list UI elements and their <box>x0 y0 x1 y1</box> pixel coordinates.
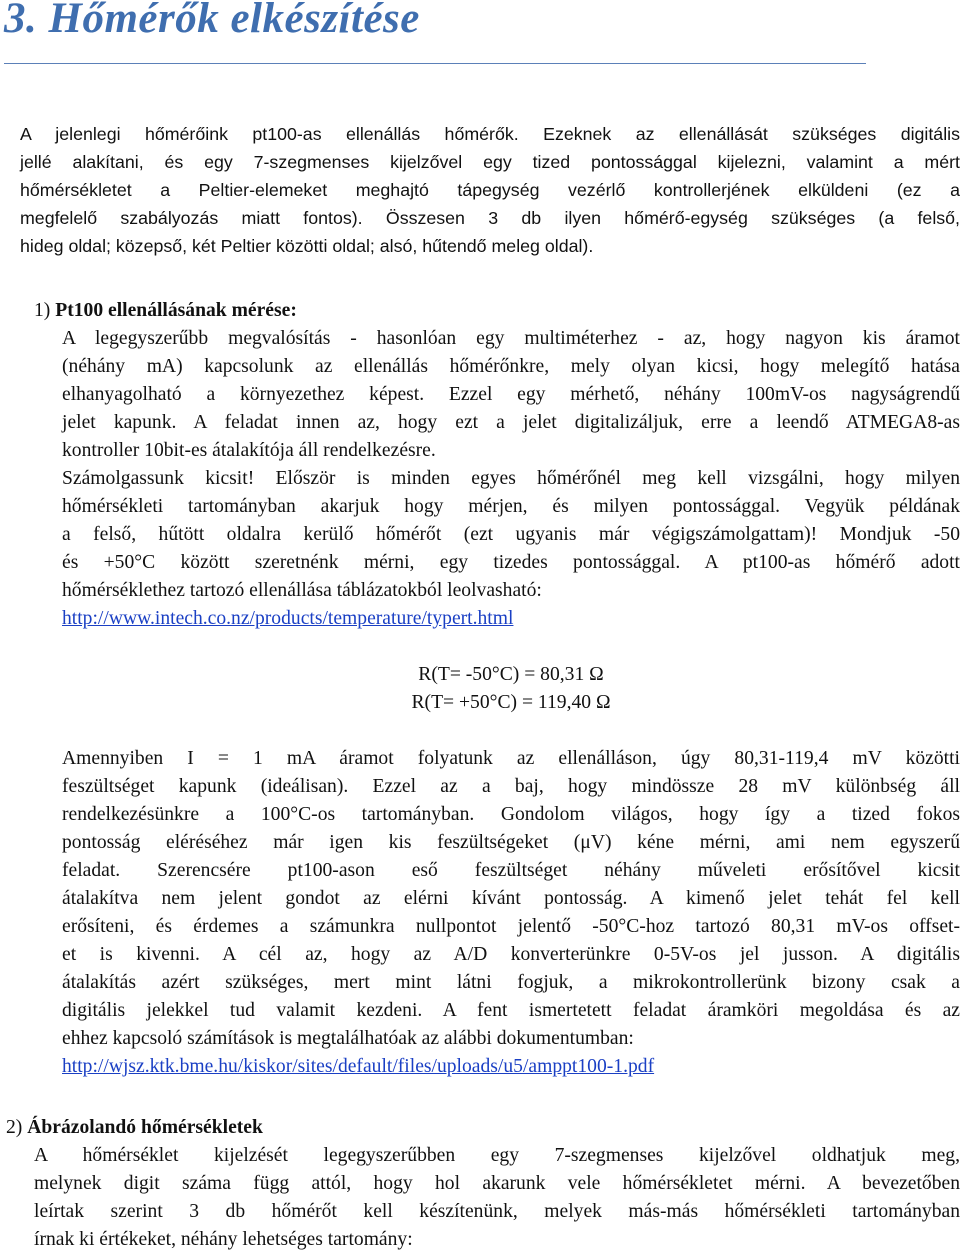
intro-line: megfelelő szabályozás miatt fontos). Összesen 3 db ilyen hőmérő-egység szükséges (a felső, <box>20 208 960 228</box>
paragraph-line: leírtak szerint 3 db hőmérőt kell készítenünk, melyek más-más hőmérsékleti tartományban <box>34 1201 960 1222</box>
formula-high: R(T= +50°C) = 119,40 Ω <box>411 692 611 713</box>
intro-line: A jelenlegi hőmérőink pt100-as ellenállás hőmérők. Ezeknek az ellenállását szükséges digitális <box>20 124 960 144</box>
section2-title: Ábrázolandó hőmérsékletek <box>27 1117 263 1138</box>
intro-line: hideg oldal; közepső, két Peltier közötti oldal; alsó, hűtendő meleg oldal). <box>20 236 594 256</box>
intro-paragraph <box>20 120 960 260</box>
paragraph-line: elhanyagolható a környezethez képest. Ezzel egy mérhető, néhány 100mV-os nagyságrendű <box>62 384 960 405</box>
section1-paragraph1 <box>62 325 960 633</box>
paragraph-line: a felső, hűtött oldalra kerülő hőmérőt (ezt ugyanis már végigszámolgattam)! Mondjuk -50 <box>62 524 960 545</box>
section1-paragraph2 <box>62 745 960 1081</box>
section1-heading <box>34 297 297 325</box>
paragraph-line: (néhány mA) kapcsolunk az ellenállás hőmérőnkre, mely olyan kicsi, hogy melegítő hatása <box>62 356 960 377</box>
section2-number: 2) <box>6 1117 23 1138</box>
intro-line: jellé alakítani, és egy 7-szegmenses kijelzővel egy tized pontossággal kijelezni, valamint a mért <box>20 152 960 172</box>
paragraph-line: Amennyiben I = 1 mA áramot folyatunk az ellenálláson, úgy 80,31-119,4 mV közötti <box>62 748 960 769</box>
paragraph-line: feladat. Szerencsére pt100-ason eső feszültséget néhány műveleti erősítővel kicsit <box>62 860 960 881</box>
paragraph-line: feszültséget kapunk (ideálisan). Ezzel az a baj, hogy mindössze 28 mV különbség áll <box>62 776 960 797</box>
intro-line: hőmérsékletet a Peltier-elemeket meghajtó tápegység vezérlő kontrollerjének elküldeni (ez a <box>20 180 960 200</box>
paragraph-line: átalakítás azért szükséges, mert mint látni fogjuk, a mikrokontrollerünk bizony csak a <box>62 972 960 993</box>
section1-title: Pt100 ellenállásának mérése: <box>55 300 297 321</box>
paragraph-line: digitális jelekkel tud valamit kezdeni. A fent ismertetett feladat áramköri megoldása és az <box>62 1000 960 1021</box>
paragraph-line: A legegyszerűbb megvalósítás - hasonlóan egy multiméterhez - az, hogy nagyon kis áramot <box>62 328 960 349</box>
section1-number: 1) <box>34 300 51 321</box>
paragraph-line: és +50°C között szeretnénk mérni, egy tizedes pontossággal. A pt100-as hőmérő adott <box>62 552 960 573</box>
paragraph-line: írnak ki értékeket, néhány lehetséges tartomány: <box>34 1229 413 1250</box>
paragraph-line: átalakítva nem jelent gondot az elérni kívánt pontosság. A kimenő jelet tehát fel kell <box>62 888 960 909</box>
paragraph-line: ehhez kapcsoló számítások is megtalálhatóak az alábbi dokumentumban: <box>62 1028 634 1049</box>
amppt100-link[interactable]: http://wjsz.ktk.bme.hu/kiskor/sites/default/files/uploads/u5/amppt100-1.pdf <box>62 1056 655 1077</box>
section2-heading <box>6 1114 263 1142</box>
paragraph-line: rendelkezésünkre a 100°C-os tartományban. Gondolom világos, hogy így a tized fokos <box>62 804 960 825</box>
paragraph-line: pontosság eléréséhez már igen kis feszültségeket (μV) kéne mérni, ami nem egyszerű <box>62 832 960 853</box>
typert-link[interactable]: http://www.intech.co.nz/products/temperature/typert.html <box>62 608 514 629</box>
formula-block <box>62 661 960 717</box>
paragraph-line: A hőmérséklet kijelzését legegyszerűbben egy 7-szegmenses kijelzővel oldhatjuk meg, <box>34 1145 960 1166</box>
section2-paragraph <box>34 1142 960 1254</box>
paragraph-line: et is kivenni. A cél az, hogy az A/D konverterünkre 0-5V-os jel jusson. A digitális <box>62 944 960 965</box>
paragraph-line: kontroller 10bit-es átalakítója áll rendelkezésre. <box>62 440 436 461</box>
formula-low: R(T= -50°C) = 80,31 Ω <box>418 664 604 685</box>
paragraph-line: hőmérséklethez tartozó ellenállása táblázatokból leolvasható: <box>62 580 542 601</box>
page-title: 3. Hőmérők elkészítése <box>4 0 420 42</box>
paragraph-line: jelet kapunk. A feladat innen az, hogy ezt a jelet digitalizáljuk, erre a leendő ATMEGA8-as <box>62 412 960 433</box>
paragraph-line: hőmérsékleti tartományban akarjuk hogy mérjen, és milyen pontossággal. Vegyük példának <box>62 496 960 517</box>
paragraph-line: Számolgassunk kicsit! Először is minden egyes hőmérőnél meg kell vizsgálni, hogy milyen <box>62 468 960 489</box>
paragraph-line: melynek digit száma függ attól, hogy hol akarunk vele hőmérsékletet mérni. A bevezetőben <box>34 1173 960 1194</box>
paragraph-line: erősíteni, és érdemes a számunkra nullpontot jelentő -50°C-hoz tartozó 80,31 mV-os offset- <box>62 916 960 937</box>
title-underline <box>4 63 866 64</box>
